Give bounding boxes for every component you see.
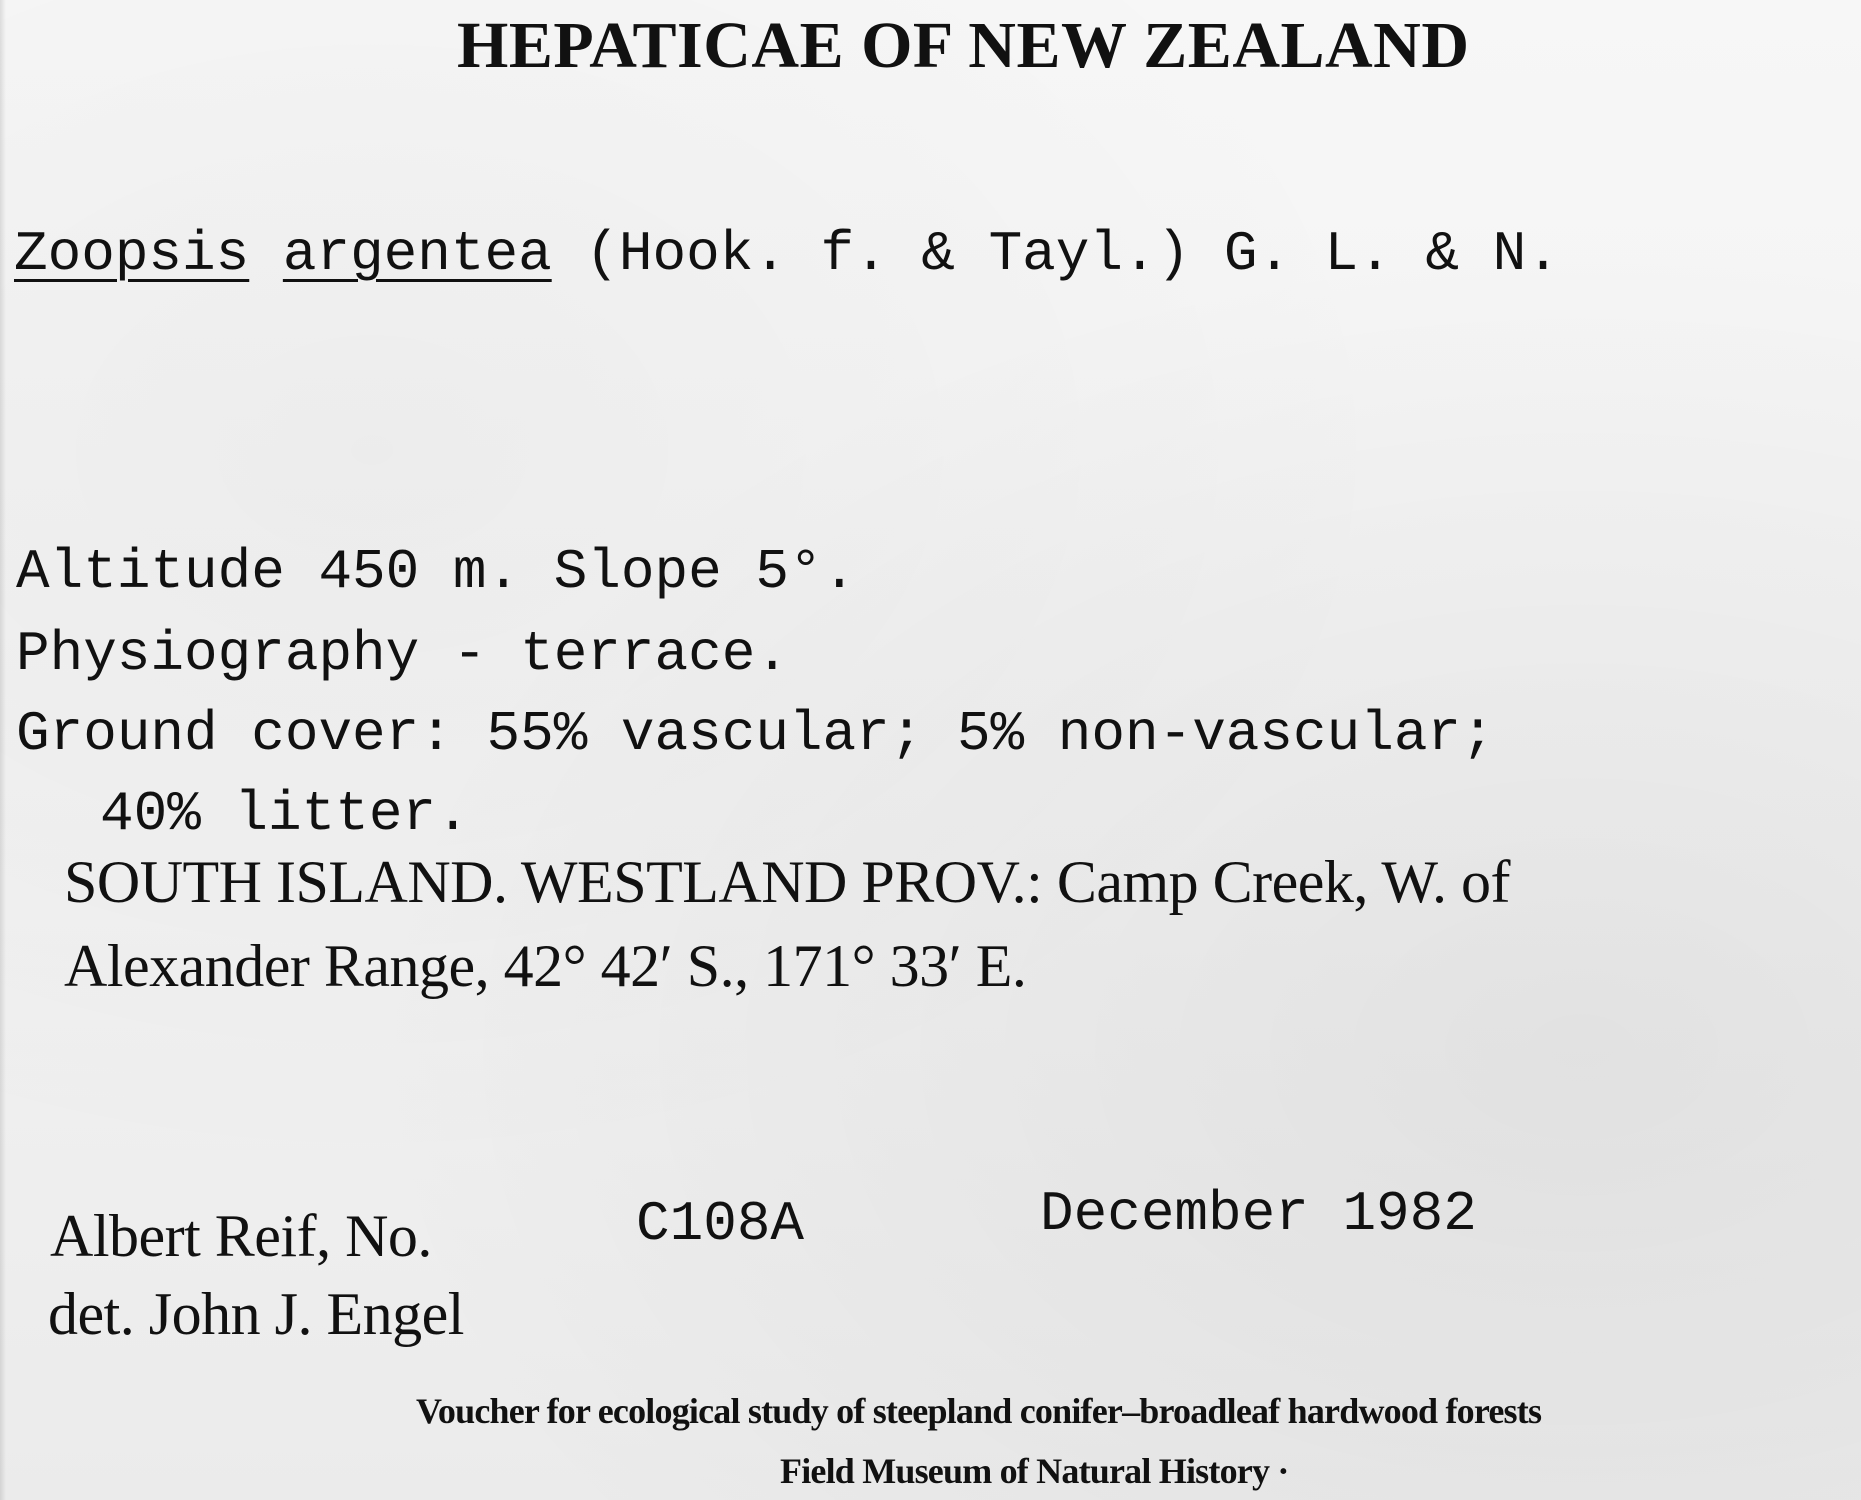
ecology-altitude-slope: Altitude 450 m. Slope 5°. [16,540,857,604]
taxon-genus: Zoopsis [14,222,250,286]
ecology-physiography: Physiography - terrace. [16,622,789,686]
footer-institution: Field Museum of Natural History · [780,1451,1289,1491]
ecology-ground-cover-continued: 40% litter. [100,782,470,846]
taxon-authority: (Hook. f. & Tayl.) G. L. & N. [585,222,1560,286]
collector-number: C108A [636,1192,805,1256]
locality-line-1: SOUTH ISLAND. WESTLAND PROV.: Camp Creek, W. of [64,849,1510,915]
determiner: det. John J. Engel [48,1281,464,1347]
collector-name: Albert Reif, No. [50,1203,432,1269]
taxon-epithet: argentea [282,222,552,286]
locality-line-2: Alexander Range, 42° 42′ S., 171° 33′ E. [64,933,1027,999]
label-title: HEPATICAE OF NEW ZEALAND [457,9,1470,82]
collection-date: December 1982 [1040,1182,1477,1246]
footer-voucher-note: Voucher for ecological study of steepland conifer–broadleaf hardwood forests [416,1391,1542,1431]
taxon-name [14,222,1560,286]
ecology-ground-cover: Ground cover: 55% vascular; 5% non-vascular; [16,702,1495,766]
